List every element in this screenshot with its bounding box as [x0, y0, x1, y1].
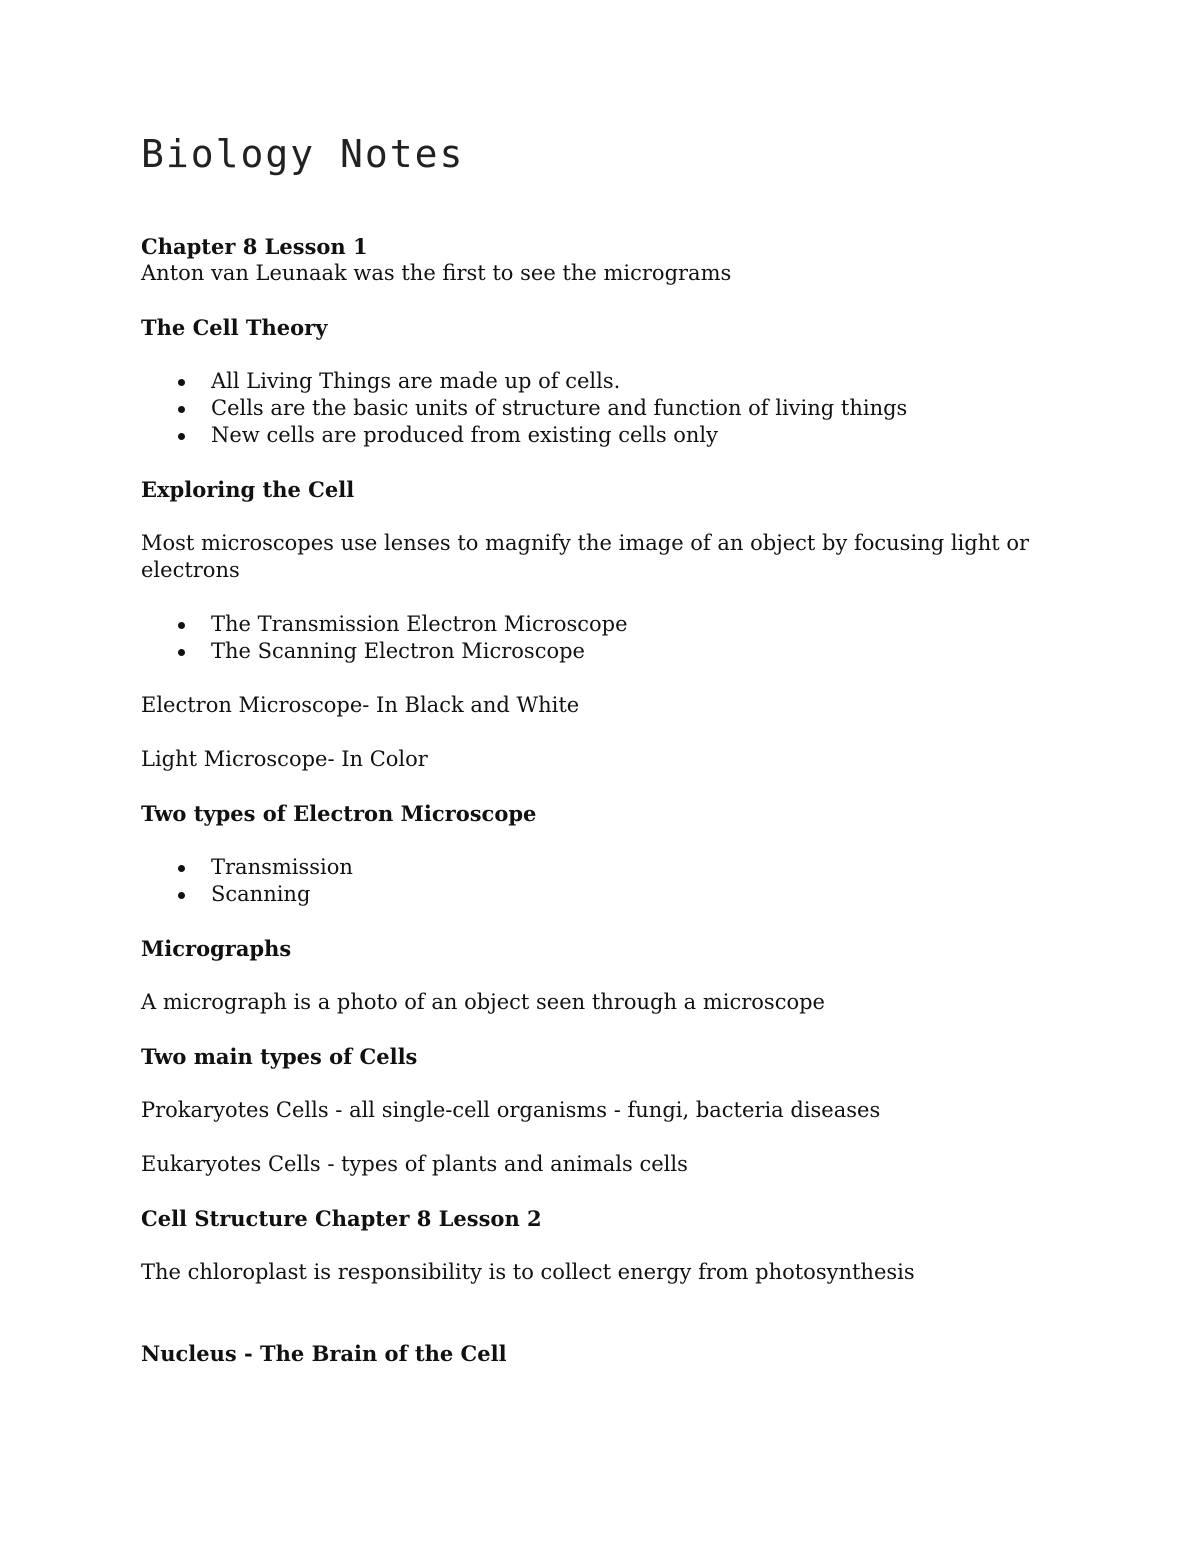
- document-title: Biology Notes: [141, 132, 465, 176]
- cell-theory-heading: The Cell Theory: [141, 315, 328, 340]
- nucleus-heading: Nucleus - The Brain of the Cell: [141, 1341, 507, 1366]
- chapter-8-lesson-1-heading: Chapter 8 Lesson 1: [141, 234, 368, 259]
- light-microscope-note: Light Microscope- In Color: [141, 747, 428, 771]
- prokaryotes-note: Prokaryotes Cells - all single-cell organisms - fungi, bacteria diseases: [141, 1098, 881, 1122]
- cell-types-heading: Two main types of Cells: [141, 1044, 418, 1069]
- bullet-icon: [178, 865, 185, 872]
- micrograph-definition: A micrograph is a photo of an object seen through a microscope: [141, 990, 825, 1014]
- bullet-icon: [178, 379, 185, 386]
- list-item: The Scanning Electron Microscope: [211, 638, 1041, 665]
- list-item: The Transmission Electron Microscope: [211, 611, 1041, 638]
- electron-microscope-note: Electron Microscope- In Black and White: [141, 693, 580, 717]
- eukaryotes-note: Eukaryotes Cells - types of plants and animals cells: [141, 1152, 688, 1176]
- electron-types-list: [141, 854, 1041, 908]
- bullet-icon: [178, 892, 185, 899]
- chapter-8-lesson-2-heading: Cell Structure Chapter 8 Lesson 2: [141, 1206, 542, 1231]
- bullet-icon: [178, 433, 185, 440]
- bullet-icon: [178, 649, 185, 656]
- cell-theory-list: [141, 368, 1041, 449]
- list-item: New cells are produced from existing cells only: [211, 422, 1041, 449]
- list-item: Transmission: [211, 854, 1041, 881]
- list-item: Scanning: [211, 881, 1041, 908]
- leeuwenhoek-sentence: Anton van Leunaak was the first to see the micrograms: [141, 261, 732, 285]
- electron-types-heading: Two types of Electron Microscope: [141, 801, 537, 826]
- microscopes-paragraph: Most microscopes use lenses to magnify the image of an object by focusing light or electrons: [141, 531, 1030, 582]
- exploring-cell-heading: Exploring the Cell: [141, 477, 355, 502]
- document-body: [141, 130, 1041, 1367]
- list-item: All Living Things are made up of cells.: [211, 368, 1041, 395]
- microscope-list: [141, 611, 1041, 665]
- chloroplast-note: The chloroplast is responsibility is to collect energy from photosynthesis: [141, 1260, 915, 1284]
- list-item: Cells are the basic units of structure and function of living things: [211, 395, 1041, 422]
- bullet-icon: [178, 406, 185, 413]
- bullet-icon: [178, 622, 185, 629]
- micrographs-heading: Micrographs: [141, 936, 292, 961]
